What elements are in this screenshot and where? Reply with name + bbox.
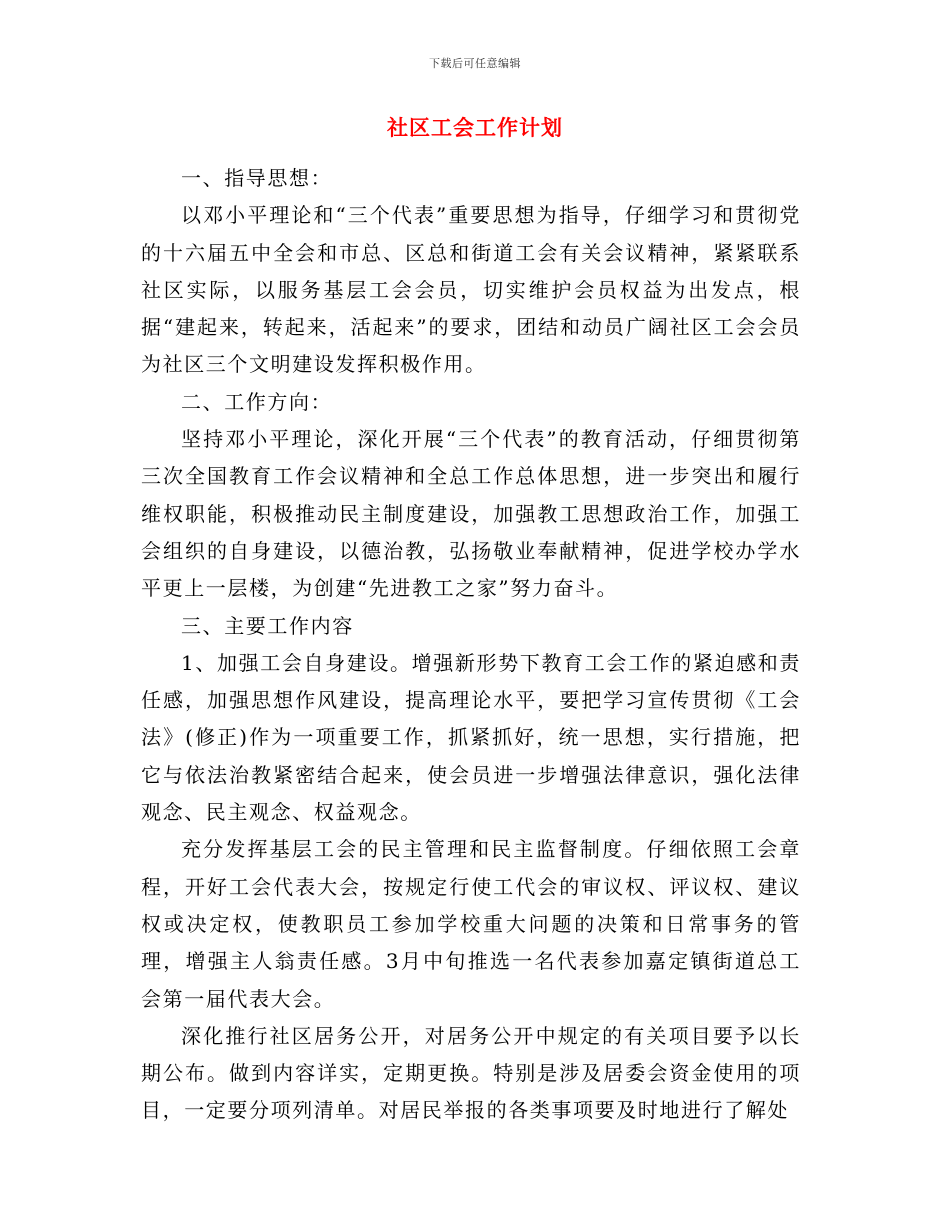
paragraph-affairs-disclosure: 深化推行社区居务公开，对居务公开中规定的有关项目要予以长期公布。做到内容详实，定期更换。特别是涉及居委会资金使用的项目，一定要分项列清单。对居民举报的各类事项要及时地进行了解处 [141,1023,801,1123]
paragraph-work-direction: 坚持邓小平理论，深化开展“三个代表”的教育活动，仔细贯彻第三次全国教育工作会议精神和全总工作总体思想，进一步突出和履行维权职能，积极推动民主制度建设，加强教工思想政治工作，加强工会组织的自身建设，以德治教，弘扬敬业奉献精神，促进学校办学水平更上一层楼，为创建“先进教工之家”努力奋斗。 [141,427,801,601]
paragraph-self-building: 1、加强工会自身建设。增强新形势下教育工会工作的紧迫感和责任感，加强思想作风建设，提高理论水平，要把学习宣传贯彻《工会法》(修正)作为一项重要工作，抓紧抓好，统一思想，实行措施，把它与依法治教紧密结合起来，使会员进一步增强法律意识，强化法律观念、民主观念、权益观念。 [141,650,801,825]
paragraph-democratic-management: 充分发挥基层工会的民主管理和民主监督制度。仔细依照工会章程，开好工会代表大会，按规定行使工代会的审议权、评议权、建议权或决定权，使教职员工参加学校重大问题的决策和日常事务的管理，增强主人翁责任感。3月中旬推选一名代表参加嘉定镇街道总工会第一届代表大会。 [141,837,801,1011]
section-heading-guiding-thought: 一、指导思想： [181,166,333,190]
section-heading-main-content: 三、主要工作内容 [181,613,354,638]
paragraph-guiding-thought: 以邓小平理论和“三个代表”重要思想为指导，仔细学习和贯彻党的十六届五中全会和市总、区总和街道工会有关会议精神，紧紧联系社区实际，以服务基层工会会员，切实维护会员权益为出发点，根据“建起来，转起来，活起来”的要求，团结和动员广阔社区工会会员为社区三个文明建设发挥积极作用。 [141,203,801,377]
section-heading-work-direction: 二、工作方向： [181,389,333,414]
header-note: 下载后可任意编辑 [429,57,521,70]
document-title: 社区工会工作计划 [387,115,563,140]
document-body [141,160,801,1130]
